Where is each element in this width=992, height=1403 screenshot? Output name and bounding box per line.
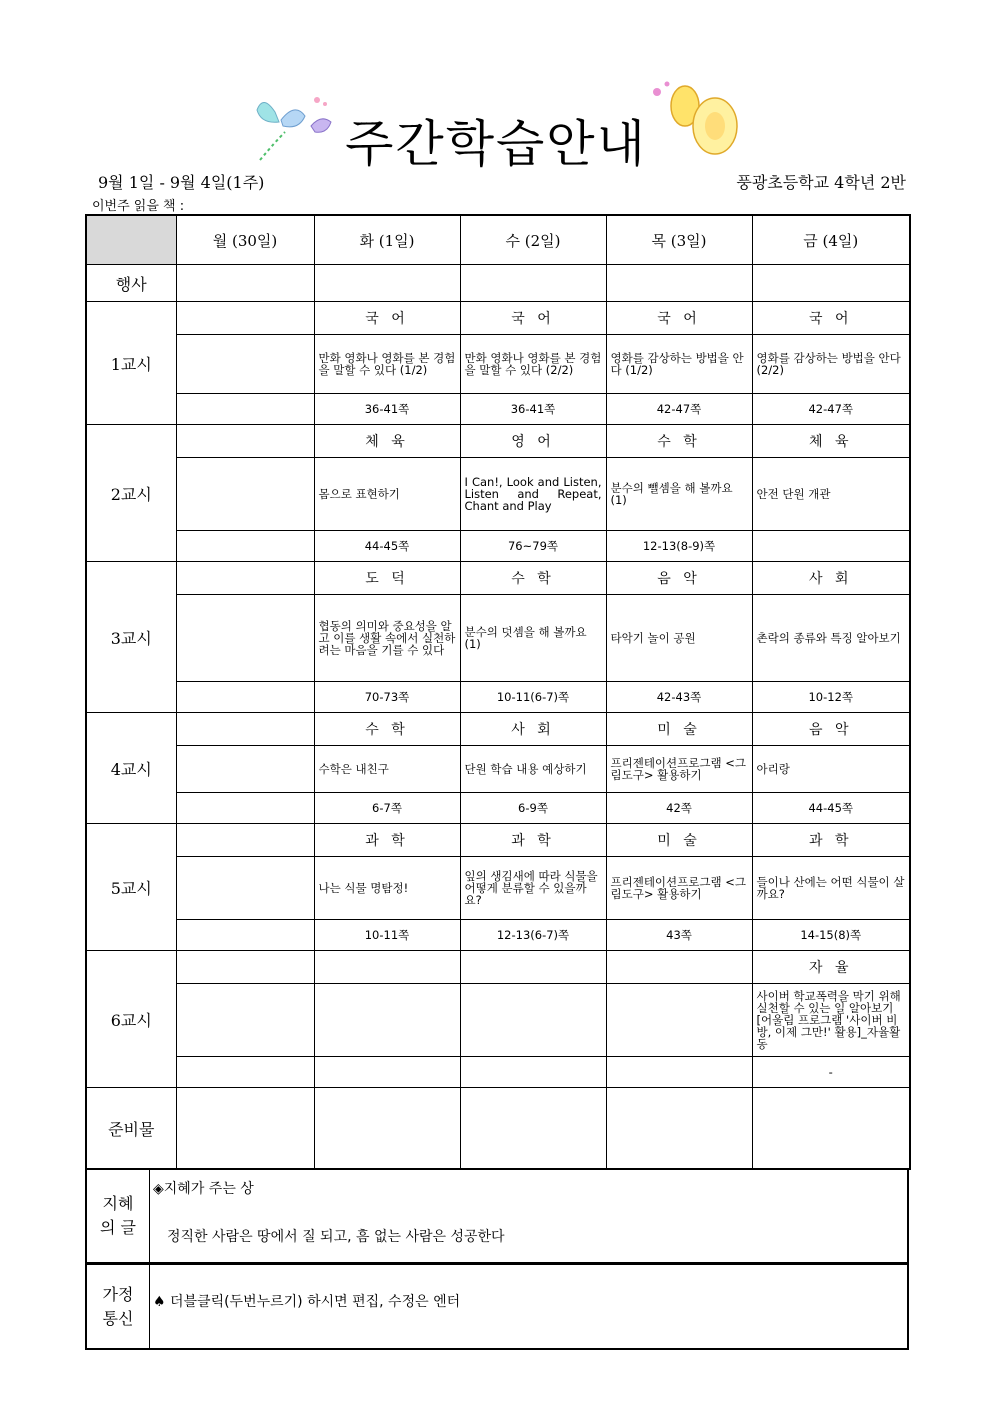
page-range-cell — [314, 1057, 460, 1088]
subject-cell: 사 회 — [752, 562, 910, 595]
lesson-content-cell: 만화 영화나 영화를 본 경험을 말할 수 있다 (1/2) — [314, 335, 460, 394]
subject-cell — [606, 951, 752, 984]
lesson-content-cell: 아리랑 — [752, 746, 910, 793]
subject-cell — [176, 713, 314, 746]
page-range-cell: 44-45쪽 — [314, 531, 460, 562]
event-cell — [176, 265, 314, 302]
period-row — [86, 824, 910, 857]
subject-cell: 체 육 — [314, 425, 460, 458]
period-row — [86, 1057, 910, 1088]
lesson-content-cell — [176, 746, 314, 793]
period-row — [86, 746, 910, 793]
subject-cell: 국 어 — [752, 302, 910, 335]
period-row — [86, 951, 910, 984]
subject-cell — [176, 562, 314, 595]
subject-cell: 음 악 — [606, 562, 752, 595]
event-row — [86, 265, 910, 302]
subject-cell: 자 율 — [752, 951, 910, 984]
period-row — [86, 562, 910, 595]
page-range-cell: 10-12쪽 — [752, 682, 910, 713]
page-range-cell: 10-11(6-7)쪽 — [460, 682, 606, 713]
period-row — [86, 682, 910, 713]
lesson-content-cell — [460, 984, 606, 1057]
page-range-cell — [752, 531, 910, 562]
lesson-content-cell: 분수의 뺄셈을 해 볼까요(1) — [606, 458, 752, 531]
lesson-content-cell: 안전 단원 개관 — [752, 458, 910, 531]
subject-cell: 과 학 — [752, 824, 910, 857]
lesson-content-cell: 만화 영화나 영화를 본 경험을 말할 수 있다 (2/2) — [460, 335, 606, 394]
period-row — [86, 531, 910, 562]
page-range-cell: 76~79쪽 — [460, 531, 606, 562]
subject-cell — [176, 302, 314, 335]
lesson-content-cell: 잎의 생김새에 따라 식물을 어떻게 분류할 수 있을까요? — [460, 857, 606, 920]
lesson-content-cell: 몸으로 표현하기 — [314, 458, 460, 531]
lesson-content-cell: 나는 식물 명탐정! — [314, 857, 460, 920]
subject-cell — [314, 951, 460, 984]
lesson-content-cell — [176, 857, 314, 920]
subject-cell: 과 학 — [314, 824, 460, 857]
page-range-cell: 42-47쪽 — [752, 394, 910, 425]
weekly-schedule-table — [85, 214, 911, 1170]
subject-cell: 국 어 — [460, 302, 606, 335]
page-range-cell: 12-13(8-9)쪽 — [606, 531, 752, 562]
period-row — [86, 713, 910, 746]
lesson-content-cell: 촌락의 종류와 특징 알아보기 — [752, 595, 910, 682]
period-row — [86, 302, 910, 335]
page-range-cell: 14-15(8)쪽 — [752, 920, 910, 951]
prep-label: 준비물 — [86, 1088, 176, 1170]
subject-cell — [460, 951, 606, 984]
lesson-content-cell: 타악기 놀이 공원 — [606, 595, 752, 682]
home-notice-label: 가정 통신 — [87, 1265, 150, 1348]
day-header: 수 (2일) — [460, 215, 606, 265]
day-header: 화 (1일) — [314, 215, 460, 265]
lesson-content-cell: 영화를 감상하는 방법을 안다 (1/2) — [606, 335, 752, 394]
page-range-cell: 42쪽 — [606, 793, 752, 824]
subject-cell: 수 학 — [606, 425, 752, 458]
subject-cell: 도 덕 — [314, 562, 460, 595]
subject-cell — [176, 425, 314, 458]
event-cell — [606, 265, 752, 302]
wisdom-text: 정직한 사람은 땅에서 질 되고, 흠 없는 사람은 성공한다 — [167, 1229, 505, 1245]
subject-cell: 미 술 — [606, 824, 752, 857]
lesson-content-cell — [314, 984, 460, 1057]
school-class: 풍광초등학교 4학년 2반 — [736, 173, 906, 192]
page-range-cell — [176, 1057, 314, 1088]
day-header: 월 (30일) — [176, 215, 314, 265]
page-range-cell — [606, 1057, 752, 1088]
period-row — [86, 335, 910, 394]
lesson-content-cell: I Can!, Look and Listen, Listen and Repeat, Chant and Play — [460, 458, 606, 531]
home-notice-text: ♠ 더블클릭(두번누르기) 하시면 편집, 수정은 엔터 — [153, 1294, 461, 1310]
page-range-cell — [176, 682, 314, 713]
event-cell — [752, 265, 910, 302]
period-row — [86, 425, 910, 458]
subject-cell: 국 어 — [314, 302, 460, 335]
page-range-cell: 43쪽 — [606, 920, 752, 951]
page-range-cell: 42-43쪽 — [606, 682, 752, 713]
period-label: 4교시 — [86, 713, 176, 824]
page-range-cell — [460, 1057, 606, 1088]
prep-row — [86, 1088, 910, 1170]
lesson-content-cell: 들이나 산에는 어떤 식물이 살까요? — [752, 857, 910, 920]
prep-cell — [752, 1088, 910, 1170]
period-row — [86, 394, 910, 425]
page-range-cell: - — [752, 1057, 910, 1088]
lesson-content-cell: 프리젠테이션프로그램 <그림도구> 활용하기 — [606, 857, 752, 920]
subject-cell: 국 어 — [606, 302, 752, 335]
page-range-cell: 6-9쪽 — [460, 793, 606, 824]
lesson-content-cell — [606, 984, 752, 1057]
period-row — [86, 458, 910, 531]
period-row — [86, 595, 910, 682]
lesson-content-cell: 협동의 의미와 중요성을 알고 이를 생활 속에서 실천하려는 마음을 기를 수 있다 — [314, 595, 460, 682]
lesson-content-cell: 영화를 감상하는 방법을 안다 (2/2) — [752, 335, 910, 394]
page-range-cell: 70-73쪽 — [314, 682, 460, 713]
reading-book-label: 이번주 읽을 책 : — [92, 199, 185, 214]
subject-cell — [176, 951, 314, 984]
date-range: 9월 1일 - 9월 4일(1주) — [98, 173, 265, 192]
lesson-content-cell: 단원 학습 내용 예상하기 — [460, 746, 606, 793]
page-range-cell: 36-41쪽 — [460, 394, 606, 425]
event-label: 행사 — [86, 265, 176, 302]
page-range-cell — [176, 793, 314, 824]
wisdom-section — [85, 1170, 909, 1264]
subject-cell: 사 회 — [460, 713, 606, 746]
subject-cell: 과 학 — [460, 824, 606, 857]
subject-cell: 음 악 — [752, 713, 910, 746]
subject-cell: 수 학 — [460, 562, 606, 595]
day-header-row — [86, 215, 910, 265]
subject-cell: 영 어 — [460, 425, 606, 458]
period-label: 3교시 — [86, 562, 176, 713]
prep-cell — [606, 1088, 752, 1170]
period-row — [86, 793, 910, 824]
lesson-content-cell — [176, 984, 314, 1057]
page-title: 주간학습안내 — [345, 115, 647, 173]
lesson-content-cell: 사이버 학교폭력을 막기 위해 실천할 수 있는 일 알아보기[어울림 프로그램 '사이버 비방, 이제 그만!' 활용]_자율활동 — [752, 984, 910, 1057]
prep-cell — [460, 1088, 606, 1170]
period-label: 1교시 — [86, 302, 176, 425]
period-label: 5교시 — [86, 824, 176, 951]
page-range-cell — [176, 394, 314, 425]
subject-cell: 미 술 — [606, 713, 752, 746]
period-label: 2교시 — [86, 425, 176, 562]
wisdom-title: ◈지혜가 주는 상 — [153, 1181, 254, 1197]
subject-cell: 수 학 — [314, 713, 460, 746]
page-range-cell: 42-47쪽 — [606, 394, 752, 425]
home-notice-section — [85, 1264, 909, 1350]
subject-cell: 체 육 — [752, 425, 910, 458]
day-header: 목 (3일) — [606, 215, 752, 265]
lesson-content-cell: 수학은 내친구 — [314, 746, 460, 793]
header-corner — [86, 215, 176, 265]
period-row — [86, 857, 910, 920]
subject-cell — [176, 824, 314, 857]
period-row — [86, 920, 910, 951]
page-range-cell: 44-45쪽 — [752, 793, 910, 824]
day-header: 금 (4일) — [752, 215, 910, 265]
prep-cell — [176, 1088, 314, 1170]
page-range-cell — [176, 920, 314, 951]
lesson-content-cell — [176, 335, 314, 394]
page-range-cell: 6-7쪽 — [314, 793, 460, 824]
period-row — [86, 984, 910, 1057]
lesson-content-cell: 프리젠테이션프로그램 <그림도구> 활용하기 — [606, 746, 752, 793]
lesson-content-cell: 분수의 덧셈을 해 볼까요(1) — [460, 595, 606, 682]
lesson-content-cell — [176, 595, 314, 682]
page-range-cell — [176, 531, 314, 562]
event-cell — [460, 265, 606, 302]
prep-cell — [314, 1088, 460, 1170]
page-range-cell: 10-11쪽 — [314, 920, 460, 951]
wisdom-label: 지혜의 글 — [87, 1170, 150, 1262]
page-range-cell: 36-41쪽 — [314, 394, 460, 425]
lesson-content-cell — [176, 458, 314, 531]
page-range-cell: 12-13(6-7)쪽 — [460, 920, 606, 951]
event-cell — [314, 265, 460, 302]
period-label: 6교시 — [86, 951, 176, 1088]
